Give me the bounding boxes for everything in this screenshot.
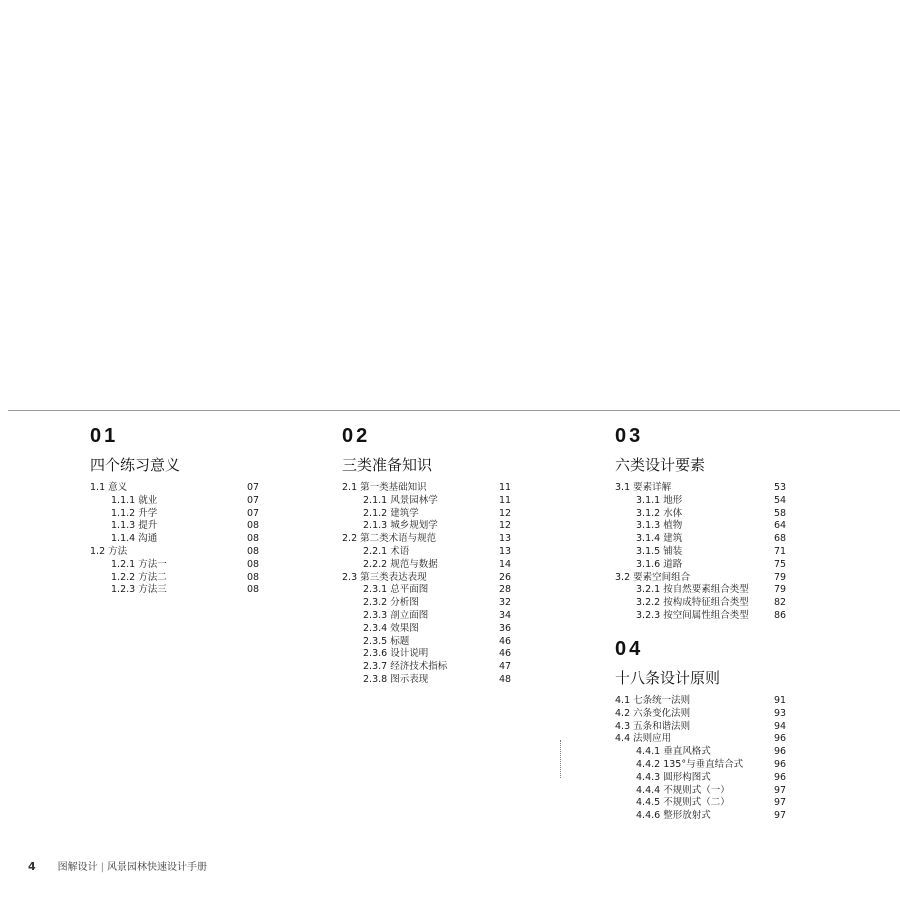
toc-entry-page: 08 — [247, 545, 260, 557]
toc-entry[interactable] — [90, 533, 281, 546]
toc-entry-page: 71 — [774, 545, 787, 557]
toc-entry[interactable] — [90, 546, 260, 559]
toc-entry[interactable] — [615, 797, 808, 810]
toc-entry-label: 1.1.3 提升 — [111, 520, 158, 532]
toc-entry[interactable] — [342, 520, 533, 533]
toc-entry-page: 08 — [247, 520, 260, 532]
toc-entry-page: 54 — [774, 494, 787, 506]
toc-entry[interactable] — [615, 584, 808, 597]
toc-entry-label: 4.4 法则应用 — [615, 733, 672, 745]
toc-entry-page: 34 — [499, 609, 512, 621]
book-part: 图解设计 — [57, 862, 98, 873]
toc-entry-label: 2.3.2 分析图 — [363, 597, 419, 609]
toc-entry[interactable] — [615, 482, 787, 495]
toc-entry[interactable] — [342, 610, 533, 623]
toc-entry-page: 28 — [499, 584, 512, 596]
section-number: 02 — [342, 425, 371, 447]
toc-entry-page: 53 — [774, 482, 787, 493]
toc-entry[interactable] — [342, 533, 512, 546]
toc-entry[interactable] — [615, 785, 808, 798]
toc-entry-page: 32 — [499, 597, 512, 609]
toc-entry[interactable] — [90, 482, 260, 495]
toc-entry[interactable] — [342, 508, 533, 521]
toc-entry[interactable] — [615, 533, 808, 546]
toc-list — [615, 482, 808, 623]
toc-entry-page: 91 — [774, 695, 787, 706]
toc-entry[interactable] — [615, 520, 808, 533]
toc-entry-page: 08 — [247, 584, 260, 596]
toc-entry[interactable] — [342, 636, 533, 649]
page-number: 4 — [28, 860, 36, 873]
toc-entry[interactable] — [90, 572, 281, 585]
toc-entry-label: 2.1.3 城乡规划学 — [363, 520, 438, 532]
toc-list — [615, 695, 808, 823]
toc-entry[interactable] — [615, 772, 808, 785]
section-title: 六类设计要素 — [615, 456, 706, 474]
toc-entry-page: 79 — [774, 584, 787, 596]
toc-section-02 — [342, 425, 533, 687]
toc-entry-label: 1.1 意义 — [90, 482, 128, 493]
toc-list — [90, 482, 281, 597]
toc-entry-page: 08 — [247, 533, 260, 545]
toc-entry-page: 13 — [499, 545, 512, 557]
toc-entry-page: 93 — [774, 707, 787, 719]
toc-entry[interactable] — [342, 648, 533, 661]
toc-entry[interactable] — [90, 520, 281, 533]
toc-entry-page: 36 — [499, 622, 512, 634]
toc-entry-label: 3.1.1 地形 — [636, 494, 683, 506]
toc-entry-label: 3.2.2 按构成特征组合类型 — [636, 597, 749, 609]
toc-entry-label: 2.3.8 图示表现 — [363, 673, 429, 685]
toc-entry[interactable] — [615, 572, 787, 585]
toc-entry[interactable] — [342, 482, 512, 495]
toc-entry-page: 97 — [774, 810, 787, 822]
toc-entry-page: 14 — [499, 558, 512, 570]
toc-entry-page: 47 — [499, 661, 512, 673]
toc-entry-label: 3.1.3 植物 — [636, 520, 683, 532]
toc-entry-label: 2.2 第二类术语与规范 — [342, 533, 437, 545]
toc-entry-label: 1.1.4 沟通 — [111, 533, 158, 545]
toc-entry-page: 68 — [774, 533, 787, 545]
toc-entry-label: 2.3.4 效果图 — [363, 622, 419, 634]
toc-entry-label: 3.2 要素空间组合 — [615, 571, 691, 583]
toc-entry-label: 2.3.1 总平面图 — [363, 584, 429, 596]
toc-entry-page: 07 — [247, 482, 260, 493]
toc-entry[interactable] — [342, 495, 533, 508]
toc-entry-label: 2.1 第一类基础知识 — [342, 482, 427, 493]
toc-section-03 — [615, 425, 808, 623]
toc-entry[interactable] — [342, 546, 533, 559]
toc-entry[interactable] — [615, 708, 787, 721]
toc-entry-label: 1.1.2 升学 — [111, 507, 158, 519]
section-title: 四个练习意义 — [90, 456, 181, 474]
toc-entry[interactable] — [615, 733, 787, 746]
toc-entry-label: 4.2 六条变化法则 — [615, 707, 691, 719]
toc-entry-label: 3.2.3 按空间属性组合类型 — [636, 609, 749, 621]
toc-entry-page: 46 — [499, 635, 512, 647]
toc-entry[interactable] — [90, 559, 281, 572]
toc-entry-label: 3.1.6 道路 — [636, 558, 683, 570]
toc-entry-page: 08 — [247, 571, 260, 583]
toc-entry-label: 1.2.3 方法三 — [111, 584, 167, 596]
toc-entry-page: 86 — [774, 609, 787, 621]
toc-entry-label: 2.2.2 规范与数据 — [363, 558, 438, 570]
section-title: 十八条设计原则 — [615, 669, 721, 687]
toc-entry[interactable] — [615, 746, 808, 759]
toc-entry[interactable] — [342, 584, 533, 597]
toc-entry[interactable] — [615, 546, 808, 559]
toc-entry-page: 12 — [499, 507, 512, 519]
toc-entry[interactable] — [342, 674, 533, 687]
toc-list — [342, 482, 533, 687]
toc-entry-page: 13 — [499, 533, 512, 545]
toc-entry-label: 4.4.4 不规则式（一） — [636, 784, 730, 796]
toc-entry-page: 94 — [774, 720, 787, 732]
toc-entry-label: 1.2.1 方法一 — [111, 558, 167, 570]
toc-entry-label: 4.3 五条和谐法则 — [615, 720, 691, 732]
toc-entry-page: 11 — [499, 482, 512, 493]
toc-entry-label: 4.1 七条统一法则 — [615, 695, 691, 706]
toc-entry-label: 2.2.1 术语 — [363, 545, 410, 557]
toc-entry-label: 2.1.2 建筑学 — [363, 507, 419, 519]
toc-entry-page: 97 — [774, 784, 787, 796]
toc-entry-page: 58 — [774, 507, 787, 519]
toc-entry[interactable] — [342, 559, 533, 572]
toc-entry-page: 82 — [774, 597, 787, 609]
toc-entry-label: 2.3.6 设计说明 — [363, 648, 429, 660]
toc-entry-label: 2.3.3 剖立面图 — [363, 609, 429, 621]
toc-entry[interactable] — [615, 721, 787, 734]
toc-entry-page: 46 — [499, 648, 512, 660]
toc-entry-label: 1.2 方法 — [90, 545, 128, 557]
toc-entry-label: 3.1.5 铺装 — [636, 545, 683, 557]
toc-entry-label: 2.1.1 风景园林学 — [363, 494, 438, 506]
toc-entry-label: 4.4.3 圆形构图式 — [636, 771, 711, 783]
toc-entry-label: 4.4.5 不规则式（二） — [636, 797, 730, 809]
toc-entry-page: 96 — [774, 746, 787, 758]
toc-entry-label: 3.1.4 建筑 — [636, 533, 683, 545]
toc-entry[interactable] — [615, 597, 808, 610]
toc-entry-label: 4.4.6 整形放射式 — [636, 810, 711, 822]
toc-entry[interactable] — [342, 572, 512, 585]
toc-entry-page: 07 — [247, 507, 260, 519]
toc-entry-label: 3.2.1 按自然要素组合类型 — [636, 584, 749, 596]
toc-entry-page: 96 — [774, 771, 787, 783]
toc-entry-page: 75 — [774, 558, 787, 570]
toc-entry[interactable] — [615, 610, 808, 623]
toc-entry-page: 08 — [247, 558, 260, 570]
section-number: 04 — [615, 638, 644, 660]
toc-entry-page: 64 — [774, 520, 787, 532]
dotted-divider — [560, 740, 561, 778]
toc-entry-label: 3.1 要素详解 — [615, 482, 672, 493]
toc-entry-page: 12 — [499, 520, 512, 532]
toc-entry-page: 11 — [499, 494, 512, 506]
toc-entry[interactable] — [615, 508, 808, 521]
toc-entry-page: 97 — [774, 797, 787, 809]
toc-entry[interactable] — [342, 597, 533, 610]
toc-entry[interactable] — [342, 623, 533, 636]
toc-entry[interactable] — [90, 508, 281, 521]
toc-entry-label: 2.3 第三类表达表现 — [342, 571, 427, 583]
page-footer — [28, 860, 207, 875]
header-divider — [8, 410, 900, 411]
section-number: 01 — [90, 425, 119, 447]
toc-entry[interactable] — [90, 584, 281, 597]
section-title: 三类准备知识 — [342, 456, 433, 474]
toc-entry[interactable] — [615, 695, 787, 708]
section-number: 03 — [615, 425, 644, 447]
toc-entry-page: 07 — [247, 494, 260, 506]
toc-entry-page: 79 — [774, 571, 787, 583]
toc-entry-page: 96 — [774, 758, 787, 770]
toc-section-04 — [615, 638, 808, 823]
toc-entry-label: 4.4.2 135°与垂直结合式 — [636, 758, 744, 770]
toc-section-01 — [90, 425, 281, 597]
toc-entry[interactable] — [90, 495, 281, 508]
toc-entry-page: 96 — [774, 733, 787, 745]
toc-entry[interactable] — [615, 759, 808, 772]
toc-entry-label: 1.2.2 方法二 — [111, 571, 167, 583]
toc-entry[interactable] — [342, 661, 533, 674]
toc-entry-label: 2.3.5 标题 — [363, 635, 410, 647]
book-title: 风景园林快速设计手册 — [107, 862, 208, 873]
toc-entry-label: 1.1.1 就业 — [111, 494, 158, 506]
toc-entry-label: 4.4.1 垂直风格式 — [636, 746, 711, 758]
toc-entry[interactable] — [615, 495, 808, 508]
toc-entry[interactable] — [615, 810, 808, 823]
toc-entry-page: 26 — [499, 571, 512, 583]
toc-entry-label: 3.1.2 水体 — [636, 507, 683, 519]
toc-entry[interactable] — [615, 559, 808, 572]
footer-separator: | — [100, 862, 105, 873]
toc-entry-page: 48 — [499, 673, 512, 685]
toc-entry-label: 2.3.7 经济技术指标 — [363, 661, 448, 673]
